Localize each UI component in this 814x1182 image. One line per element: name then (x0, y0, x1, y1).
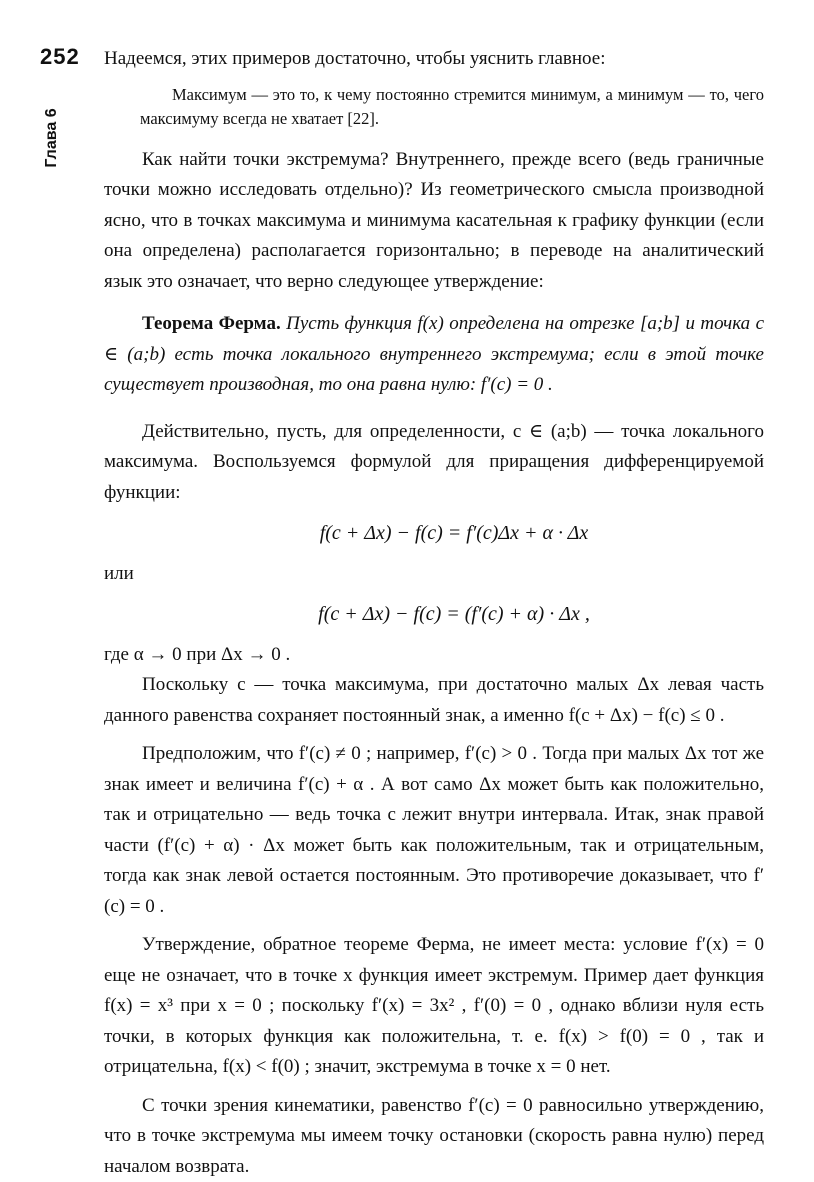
suppose-paragraph: Предположим, что f′(c) ≠ 0 ; например, f′(c) > 0 . Тогда при малых Δx тот же знак имеет и величина f′(c) + α . А вот само Δx может быть как положительно, так и отрицательно — ведь точка c лежит внутри интервала. Итак, знак правой части (f′(c) + α) · Δx может быть как положительным, так и отрицательным, тогда как знак левой остается постоянным. Это противоречие доказывает, что f′(c) = 0 . (104, 739, 764, 922)
intro-paragraph: Надеемся, этих примеров достаточно, чтобы уяснить главное: (104, 44, 764, 75)
page-number: 252 (40, 44, 80, 70)
converse-paragraph: Утверждение, обратное теореме Ферма, не имеет места: условие f′(x) = 0 еще не означает, что в точке x функция имеет экстремум. Пример дает функция f(x) = x³ при x = 0 ; поскольку f′(x) = 3x² , f′(0) = 0 , однако вблизи нуля есть точки, в которых функция как положительна, т. е. f(x) > f(0) = 0 , так и отрицательна, f(x) < f(0) ; значит, экстремума в точке x = 0 нет. (104, 930, 764, 1083)
proof-intro: Действительно, пусть, для определенности, c ∈ (a;b) — точка локального максимума. Воспользуемся формулой для приращения дифференцируемой функции: (104, 417, 764, 509)
formula-increment: f(c + Δx) − f(c) = f′(c)Δx + α · Δx (104, 518, 764, 549)
extremum-paragraph: Как найти точки экстремума? Внутреннего, прежде всего (ведь граничные точки можно исследовать отдельно)? Из геометрического смысла производной ясно, что в точках максимума и минимума касательная к графику функции (если она определена) располагается горизонтально; в переводе на аналитический язык это означает, что верно следующее утверждение: (104, 145, 764, 298)
epigraph-quote: Максимум — это то, к чему постоянно стремится минимум, а минимум — то, чего максимуму всегда не хватает [22]. (140, 83, 764, 131)
page-body (104, 44, 764, 1182)
or-word: или (104, 559, 764, 590)
kinematics-paragraph: С точки зрения кинематики, равенство f′(c) = 0 равносильно утверждению, что в точке экстремума мы имеем точку остановки (скорость равна нулю) перед началом возврата. (104, 1091, 764, 1182)
theorem-title: Теорема Ферма. (142, 313, 281, 334)
where-line: где α → 0 при Δx → 0 . (104, 640, 764, 671)
since-max-paragraph: Поскольку c — точка максимума, при достаточно малых Δx левая часть данного равенства сохраняет постоянный знак, а именно f(c + Δx) − f(c) ≤ 0 . (104, 670, 764, 731)
theorem-statement: Пусть функция f(x) определена на отрезке [a;b] и точка c ∈ (a;b) есть точка локального внутреннего экстремума; если в этой точке существует производная, то она равна нулю: f′(c) = 0 . (104, 313, 764, 395)
chapter-label: Глава 6 (43, 108, 61, 167)
theorem-block (104, 309, 764, 401)
formula-increment-factored: f(c + Δx) − f(c) = (f′(c) + α) · Δx , (104, 599, 764, 630)
